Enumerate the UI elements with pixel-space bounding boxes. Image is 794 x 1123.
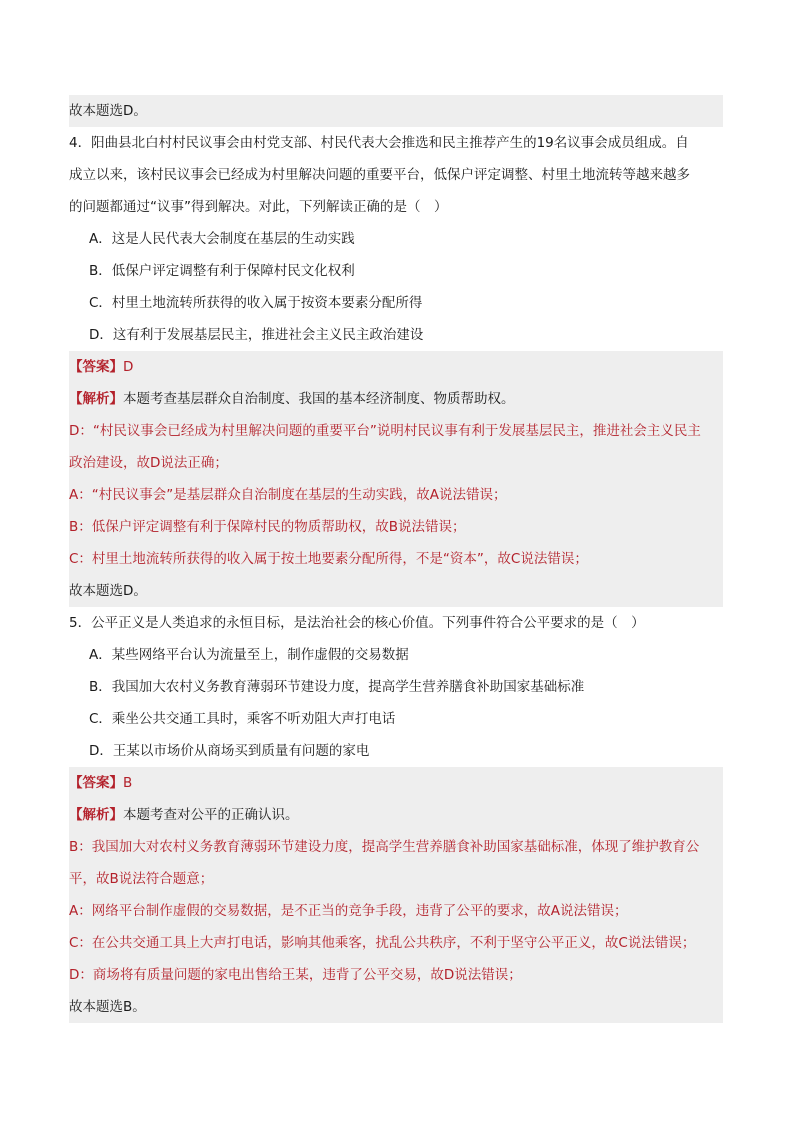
answer-value: D	[123, 359, 134, 375]
analysis-intro-line	[69, 383, 723, 415]
previous-conclusion: 故本题选D。	[69, 95, 723, 127]
option-a: A．某些网络平台认为流量至上，制作虚假的交易数据	[89, 647, 409, 663]
analysis-line: D：“村民议事会已经成为村里解决问题的重要平台”说明村民议事有利于发展基层民主，推进社会主义民主	[69, 415, 723, 447]
analysis-line: B：我国加大对农村义务教育薄弱环节建设力度，提高学生营养膳食补助国家基础标准，体现了维护教育公	[69, 831, 723, 863]
option-b: B．低保户评定调整有利于保障村民文化权利	[89, 263, 355, 279]
analysis-line: C：在公共交通工具上大声打电话，影响其他乘客，扰乱公共秩序，不利于坚守公平正义，故C说法错误；	[69, 927, 723, 959]
answer-line	[69, 767, 723, 799]
option-d: D．这有利于发展基层民主，推进社会主义民主政治建设	[89, 327, 424, 343]
question-stem-line: 4．阳曲县北白村村民议事会由村党支部、村民代表大会推选和民主推荐产生的19名议事会成员组成。自	[69, 135, 689, 151]
answer-tag: 【答案】	[69, 359, 123, 375]
question-stem-line: 成立以来，该村民议事会已经成为村里解决问题的重要平台，低保户评定调整、村里土地流转等越来越多	[69, 167, 690, 183]
analysis-line: D：商场将有质量问题的家电出售给王某，违背了公平交易，故D说法错误；	[69, 959, 723, 991]
conclusion-line: 故本题选B。	[69, 991, 723, 1023]
analysis-tag: 【解析】	[69, 807, 123, 823]
analysis-line: 平，故B说法符合题意；	[69, 863, 723, 895]
question-stem-line: 的问题都通过“议事”得到解决。对此，下列解读正确的是（ ）	[69, 199, 448, 215]
analysis-intro: 本题考查基层群众自治制度、我国的基本经济制度、物质帮助权。	[123, 391, 515, 407]
option-d: D．王某以市场价从商场买到质量有问题的家电	[89, 743, 370, 759]
option-c: C．村里土地流转所获得的收入属于按资本要素分配所得	[89, 295, 423, 311]
question-4	[69, 127, 723, 607]
document-page	[69, 95, 723, 1023]
question-5	[69, 607, 723, 1023]
answer-value: B	[123, 775, 133, 791]
analysis-line: A：网络平台制作虚假的交易数据，是不正当的竞争手段，违背了公平的要求，故A说法错误；	[69, 895, 723, 927]
option-a: A．这是人民代表大会制度在基层的生动实践	[89, 231, 355, 247]
analysis-line: A：“村民议事会”是基层群众自治制度在基层的生动实践，故A说法错误；	[69, 479, 723, 511]
analysis-tag: 【解析】	[69, 391, 123, 407]
analysis-line: B：低保户评定调整有利于保障村民的物质帮助权，故B说法错误；	[69, 511, 723, 543]
option-c: C．乘坐公共交通工具时，乘客不听劝阻大声打电话	[89, 711, 396, 727]
analysis-intro-line	[69, 799, 723, 831]
analysis-intro: 本题考查对公平的正确认识。	[123, 807, 299, 823]
question-stem-line: 5．公平正义是人类追求的永恒目标，是法治社会的核心价值。下列事件符合公平要求的是（ ）	[69, 615, 645, 631]
option-b: B．我国加大农村义务教育薄弱环节建设力度，提高学生营养膳食补助国家基础标准	[89, 679, 585, 695]
answer-line	[69, 351, 723, 383]
answer-tag: 【答案】	[69, 775, 123, 791]
analysis-line: 政治建设，故D说法正确；	[69, 447, 723, 479]
analysis-line: C：村里土地流转所获得的收入属于按土地要素分配所得，不是“资本”，故C说法错误；	[69, 543, 723, 575]
conclusion-line: 故本题选D。	[69, 575, 723, 607]
